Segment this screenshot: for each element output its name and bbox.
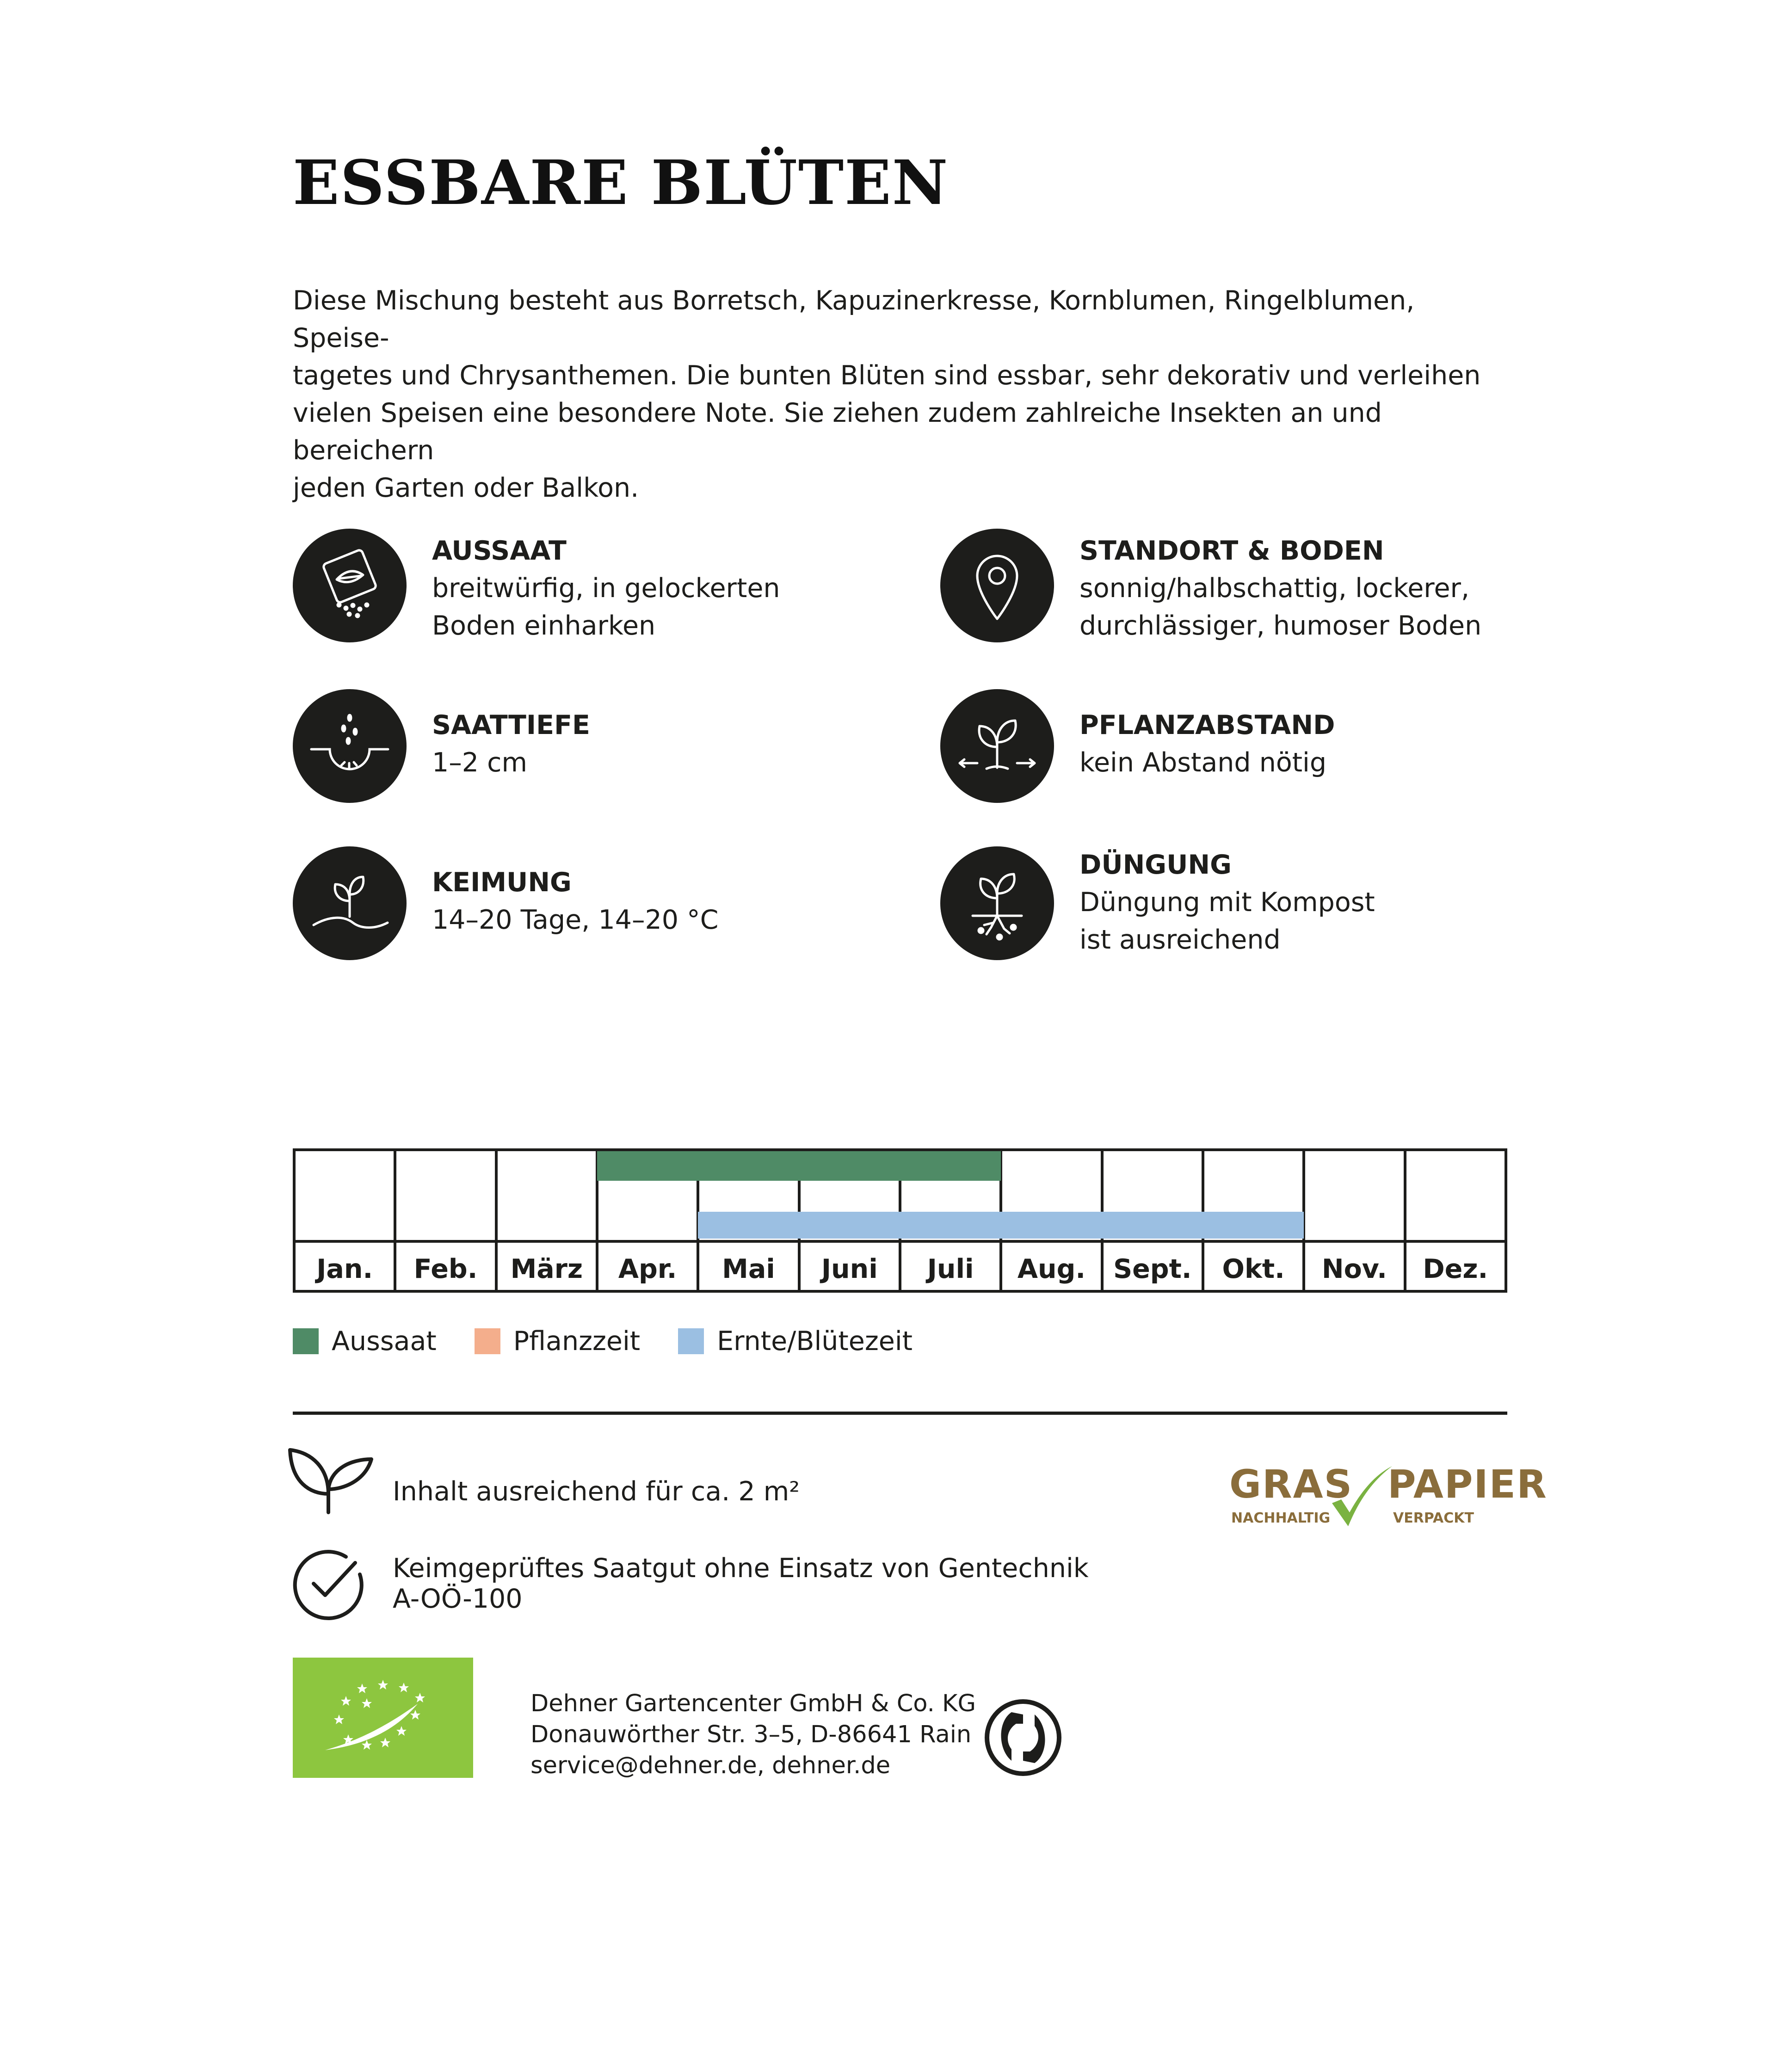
eu-organic-logo [293, 1658, 473, 1778]
month-label: Aug. [1002, 1240, 1100, 1295]
ernte-bar [1102, 1212, 1203, 1239]
calendar-month-column [801, 1151, 901, 1290]
info-text: Boden einharken [432, 610, 656, 641]
legend-item-aussaat [293, 1326, 437, 1357]
legend-label: Ernte/Blütezeit [717, 1326, 913, 1357]
logo-subtext: VERPACKT [1393, 1510, 1474, 1526]
seed-packet-icon [293, 529, 407, 642]
ernte-bar [799, 1212, 900, 1239]
calendar-month-column [1104, 1151, 1204, 1290]
address-line: service@dehner.de, dehner.de [530, 1752, 891, 1779]
location-pin-icon [940, 529, 1054, 642]
address-line: Donauwörther Str. 3–5, D-86641 Rain [530, 1721, 972, 1748]
info-text: Düngung mit Kompost [1079, 887, 1375, 918]
calendar-month-column [498, 1151, 598, 1290]
month-label: Jan. [296, 1240, 394, 1295]
address-line: Dehner Gartencenter GmbH & Co. KG [530, 1690, 976, 1717]
info-heading: PFLANZABSTAND [1079, 710, 1335, 740]
info-keimung [293, 846, 894, 962]
aussaat-bar [597, 1151, 698, 1181]
info-text: 1–2 cm [432, 747, 528, 778]
fertilize-plant-icon [940, 846, 1054, 960]
logo-word: PAPIER [1388, 1462, 1548, 1507]
legend-item-pflanzzeit [475, 1326, 640, 1357]
logo-word: GRAS [1229, 1462, 1353, 1507]
aussaat-bar [698, 1151, 799, 1181]
info-pflanzabstand [940, 689, 1542, 805]
divider [293, 1412, 1507, 1415]
month-label: Okt. [1204, 1240, 1302, 1295]
calendar-month-column [396, 1151, 497, 1290]
month-label: Juli [901, 1240, 999, 1295]
legend-label: Pflanzzeit [513, 1326, 641, 1357]
description-line: vielen Speisen eine besondere Note. Sie ziehen zudem zahlreiche Insekten an und bereichern [293, 398, 1382, 466]
info-text: ist ausreichend [1079, 925, 1281, 955]
legend-label: Aussaat [332, 1326, 437, 1357]
description-line: jeden Garten oder Balkon. [293, 473, 639, 503]
calendar-month-column [1204, 1151, 1305, 1290]
grass-paper-logo [1221, 1462, 1548, 1536]
month-label: Feb. [396, 1240, 494, 1295]
legend-swatch [678, 1328, 704, 1354]
info-heading: DÜNGUNG [1079, 850, 1232, 880]
legend-item-ernte [678, 1326, 913, 1357]
description [293, 282, 1518, 507]
quality-text: Keimgeprüftes Saatgut ohne Einsatz von Gentechnik [393, 1553, 1089, 1584]
info-text: sonnig/halbschattig, lockerer, [1079, 573, 1470, 604]
month-label: Mai [699, 1240, 797, 1295]
month-label: Apr. [598, 1240, 697, 1295]
info-text: durchlässiger, humoser Boden [1079, 610, 1482, 641]
calendar-month-column [1406, 1151, 1505, 1290]
legend-swatch [293, 1328, 319, 1354]
calendar-legend [293, 1323, 950, 1360]
company-address [530, 1688, 976, 1781]
sowing-calendar [293, 1148, 1507, 1293]
calendar-month-column [901, 1151, 1002, 1290]
eu-leaf-stars-icon [293, 1658, 473, 1778]
month-label: März [498, 1240, 596, 1295]
green-check-icon [1323, 1462, 1397, 1536]
plant-spacing-icon [940, 689, 1054, 803]
certification-code: A-OÖ-100 [393, 1584, 523, 1614]
info-standort [940, 529, 1542, 644]
info-duengung [940, 846, 1542, 962]
logo-subtext: NACHHALTIG [1231, 1510, 1331, 1526]
month-label: Dez. [1406, 1240, 1505, 1295]
month-label: Sept. [1104, 1240, 1202, 1295]
coverage-text: Inhalt ausreichend für ca. 2 m² [393, 1476, 800, 1507]
description-line: tagetes und Chrysanthemen. Die bunten Blüten sind essbar, sehr dekorativ und verleihen [293, 360, 1481, 391]
ernte-bar [1001, 1212, 1102, 1239]
description-line: Diese Mischung besteht aus Borretsch, Kapuzinerkresse, Kornblumen, Ringelblumen, Speise- [293, 285, 1415, 353]
info-text: breitwürfig, in gelockerten [432, 573, 780, 604]
calendar-month-column [699, 1151, 800, 1290]
month-label: Juni [801, 1240, 899, 1295]
ernte-bar [1203, 1212, 1304, 1239]
info-text: 14–20 Tage, 14–20 °C [432, 905, 719, 935]
info-heading: SAATTIEFE [432, 710, 590, 740]
seed-depth-icon [293, 689, 407, 803]
calendar-month-column [296, 1151, 396, 1290]
sprout-icon [293, 846, 407, 960]
leaves-icon [284, 1443, 377, 1517]
calendar-month-column [598, 1151, 699, 1290]
info-heading: AUSSAAT [432, 536, 567, 566]
info-heading: KEIMUNG [432, 867, 572, 898]
legend-swatch [475, 1328, 500, 1354]
month-label: Nov. [1305, 1240, 1403, 1295]
info-text: kein Abstand nötig [1079, 747, 1327, 778]
recycling-green-dot-icon [984, 1698, 1062, 1777]
info-aussaat [293, 529, 894, 644]
aussaat-bar [799, 1151, 900, 1181]
checkmark-circle-icon [290, 1547, 365, 1622]
page-title: ESSBARE BLÜTEN [293, 147, 949, 219]
info-saattiefe [293, 689, 894, 805]
ernte-bar [698, 1212, 799, 1239]
info-heading: STANDORT & BODEN [1079, 536, 1384, 566]
calendar-month-column [1002, 1151, 1103, 1290]
ernte-bar [900, 1212, 1001, 1239]
calendar-month-column [1305, 1151, 1406, 1290]
aussaat-bar [900, 1151, 1001, 1181]
